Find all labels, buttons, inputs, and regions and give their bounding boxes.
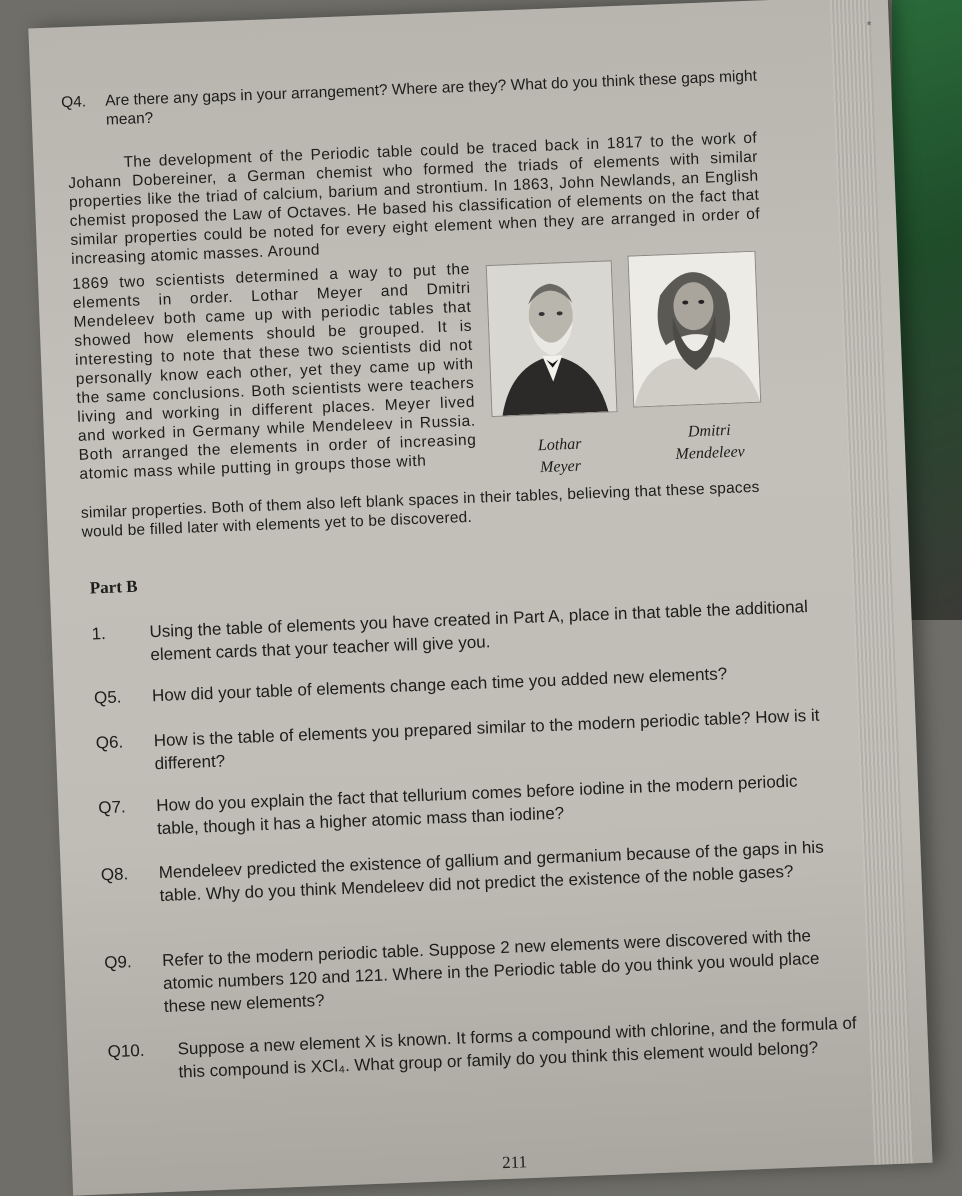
item-number: Q5. [93,687,122,708]
item-number: Q10. [107,1040,145,1062]
meyer-portrait-image [487,261,617,416]
list-item [95,703,836,777]
paragraph-lead: The development of the Periodic table could be traced back in 1817 to the work of Johann Dobereiner, a German chemist who formed the triads of elements with similar properties like the triad of calcium, barium and strontium. In 1863, John Newlands, an English chemist proposed the Law of Octaves. He based his classification of elements on the fact that similar properties could be noted for every eight element when they are arranged in order of increasing atomic masses. Around [67,129,761,269]
question-q4 [61,66,762,131]
mendeleev-last-name: Mendeleev [675,443,746,463]
item-text: Refer to the modern periodic table. Suppose 2 new elements were discovered with the atomic numbers 120 and 121. Where in the Periodic table do you think you would place these new elements? [161,926,820,1017]
meyer-caption [514,433,606,480]
list-item [104,922,866,1020]
list-item [107,1011,878,1087]
paragraph-side-column: 1869 two scientists determined a way to put the elements in order. Lothar Meyer and Dmitri Mendeleev both came up with periodic tables that showed how elements should be grouped. It is interesting to note that these two scientists did not personally know each other, yet they came up with the same conclusions. Both scientists were teachers living and working in different places. Meyer lived and worked in Germany while Mendeleev in Russia. Both arranged the elements in order of increasing atomic mass while putting in groups those with [71,260,477,483]
list-item [94,659,814,710]
item-number: 1. [91,623,107,644]
list-item [91,595,812,669]
item-number: Q7. [97,797,127,818]
textbook-page [28,0,932,1196]
meyer-last-name: Meyer [539,457,582,477]
question-text: Are there any gaps in your arrangement? Where are they? What do you think these gaps might mean? [104,67,758,129]
item-text: Mendeleev predicted the existence of gallium and germanium because of the gaps in his table. Why do you think Mendeleev did not predict the existence of the noble gases? [158,837,824,906]
mendeleev-caption [654,419,766,467]
dmitri-mendeleev-portrait [627,251,761,408]
corner-mark: * [866,18,872,33]
item-text: How do you explain the fact that tellurium comes before iodine in the modern periodic table, though it has a higher atomic mass than iodine? [155,771,798,839]
meyer-first-name: Lothar [537,435,582,455]
item-text: How did your table of elements change each time you added new elements? [151,664,728,706]
item-text: Suppose a new element X is known. It forms a compound with chlorine, and the formula of this compound is XCl₄. What group or family do you think this element would belong? [177,1013,857,1082]
history-paragraph [67,129,761,269]
mendeleev-first-name: Dmitri [687,421,731,441]
part-b-heading: Part B [89,576,138,598]
item-text: Using the table of elements you have created in Part A, place in that table the additional element cards that your teacher will give you. [149,597,809,665]
item-text: How is the table of elements you prepared similar to the modern periodic table? How is it different? [153,705,820,774]
item-number: Q8. [100,864,129,885]
item-number: Q6. [95,732,124,753]
item-number: Q9. [103,952,132,973]
paragraph-tail: similar properties. Both of them also left blank spaces in their tables, believing that these spaces would be filled later with elements yet to be discovered. [80,478,760,541]
list-item [98,768,839,842]
page-number: 211 [501,1152,528,1173]
question-number: Q4. [60,93,87,112]
list-item [100,835,841,909]
mendeleev-portrait-image [629,252,761,407]
lothar-meyer-portrait [486,260,618,417]
